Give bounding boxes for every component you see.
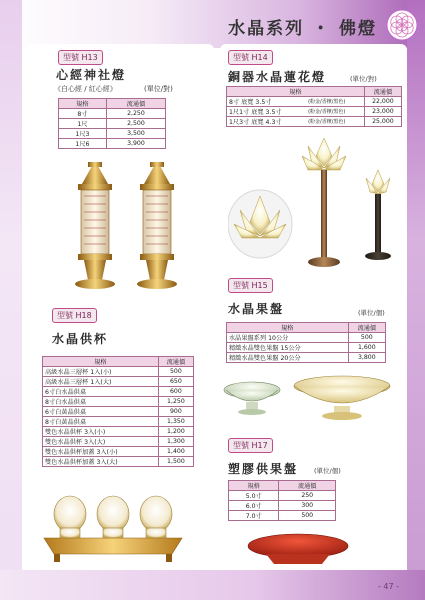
product-card-h13 bbox=[28, 44, 214, 302]
table-row bbox=[59, 129, 166, 139]
table-row bbox=[229, 511, 336, 521]
model-badge: 型號 H14 bbox=[228, 50, 273, 65]
unit-note: (單位/個) bbox=[314, 467, 341, 475]
price-cell: 900 bbox=[158, 407, 193, 417]
table-row bbox=[227, 333, 386, 343]
color-cell: (粉金/香檳/黑色) bbox=[306, 97, 364, 107]
table-row bbox=[59, 139, 166, 149]
spec-cell: 8寸 bbox=[59, 109, 107, 119]
price-cell: 3,900 bbox=[106, 139, 165, 149]
price-cell: 500 bbox=[348, 333, 385, 343]
price-cell: 250 bbox=[279, 491, 336, 501]
unit-note: (單位/對) bbox=[350, 75, 377, 83]
spec-cell: 雙色水晶供杯加蓋 3入(大) bbox=[43, 457, 159, 467]
table-row bbox=[43, 367, 194, 377]
col-price: 流通價 bbox=[158, 357, 193, 367]
table-row bbox=[43, 417, 194, 427]
col-price: 流通價 bbox=[106, 99, 165, 109]
price-table bbox=[226, 86, 402, 127]
price-cell: 600 bbox=[158, 387, 193, 397]
table-row bbox=[43, 457, 194, 467]
col-price: 流通價 bbox=[279, 481, 336, 491]
table-row bbox=[227, 97, 402, 107]
price-cell: 1,400 bbox=[158, 447, 193, 457]
spec-cell: 8寸 底寬 3.5寸 bbox=[227, 97, 307, 107]
spec-cell: 1尺1寸 底寬 3.5寸 bbox=[227, 107, 307, 117]
right-border bbox=[407, 0, 425, 600]
table-row bbox=[227, 107, 402, 117]
col-price: 流通價 bbox=[364, 87, 401, 97]
model-badge: 型號 H15 bbox=[228, 278, 273, 293]
spec-cell: 1尺 bbox=[59, 119, 107, 129]
product-subtitle: 《白心經 / 紅心經》 bbox=[54, 85, 117, 93]
left-border bbox=[0, 0, 22, 600]
lantern-pair-image bbox=[58, 162, 198, 300]
spec-cell: 1尺3 bbox=[59, 129, 107, 139]
table-row bbox=[43, 407, 194, 417]
price-cell: 23,000 bbox=[364, 107, 401, 117]
footer-band bbox=[0, 570, 425, 600]
spec-cell: 6寸白黃晶供桌 bbox=[43, 407, 159, 417]
spec-cell: 精緻水晶雙色果盤 20公分 bbox=[227, 353, 349, 363]
table-row bbox=[43, 437, 194, 447]
col-spec: 規格 bbox=[227, 323, 349, 333]
offering-cups-image bbox=[38, 484, 188, 566]
price-cell: 1,250 bbox=[158, 397, 193, 407]
price-table bbox=[42, 356, 194, 467]
spec-cell: 7.0寸 bbox=[229, 511, 279, 521]
product-card-h17 bbox=[220, 436, 407, 568]
table-row bbox=[227, 353, 386, 363]
spec-cell: 1尺3寸 底寬 4.3寸 bbox=[227, 117, 307, 127]
price-cell: 25,000 bbox=[364, 117, 401, 127]
table-row bbox=[43, 427, 194, 437]
price-cell: 1,350 bbox=[158, 417, 193, 427]
price-cell: 650 bbox=[158, 377, 193, 387]
unit-note: (單位/個) bbox=[358, 309, 385, 317]
col-spec: 規格 bbox=[59, 99, 107, 109]
product-title: 銅器水晶蓮花燈 bbox=[228, 70, 327, 84]
price-cell: 2,500 bbox=[106, 119, 165, 129]
spec-cell: 1尺6 bbox=[59, 139, 107, 149]
price-cell: 300 bbox=[279, 501, 336, 511]
col-spec: 規格 bbox=[229, 481, 279, 491]
spec-cell: 高級水晶三層杯 1入(大) bbox=[43, 377, 159, 387]
col-spec: 規格 bbox=[227, 87, 365, 97]
spec-cell: 高級水晶三層杯 1入(小) bbox=[43, 367, 159, 377]
spec-cell: 雙色水晶供杯 3入(大) bbox=[43, 437, 159, 447]
flower-of-life-icon bbox=[385, 8, 419, 42]
price-cell: 1,600 bbox=[348, 343, 385, 353]
spec-cell: 5.0寸 bbox=[229, 491, 279, 501]
spec-cell: 8寸白水晶供桌 bbox=[43, 397, 159, 407]
price-cell: 1,300 bbox=[158, 437, 193, 447]
price-table bbox=[226, 322, 386, 363]
section-title: 水晶系列 ・ 佛燈 bbox=[228, 19, 377, 39]
lotus-lamp-image bbox=[228, 132, 400, 272]
model-badge: 型號 H13 bbox=[58, 50, 103, 65]
product-title: 水晶果盤 bbox=[228, 302, 285, 316]
col-price: 流通價 bbox=[348, 323, 385, 333]
table-row bbox=[227, 343, 386, 353]
spec-cell: 8寸白黃晶供桌 bbox=[43, 417, 159, 427]
table-row bbox=[43, 397, 194, 407]
fruit-plate-image bbox=[222, 372, 404, 436]
product-card-h18 bbox=[28, 306, 214, 568]
price-cell: 500 bbox=[158, 367, 193, 377]
price-cell: 22,000 bbox=[364, 97, 401, 107]
table-row bbox=[229, 491, 336, 501]
product-title: 水晶供杯 bbox=[52, 332, 109, 346]
product-title: 塑膠供果盤 bbox=[228, 462, 299, 476]
table-row bbox=[59, 109, 166, 119]
price-cell: 1,500 bbox=[158, 457, 193, 467]
table-row bbox=[59, 119, 166, 129]
color-cell: (粉金/香檳/黑色) bbox=[306, 117, 364, 127]
product-card-h14 bbox=[220, 44, 407, 274]
model-badge: 型號 H17 bbox=[228, 438, 273, 453]
color-cell: (粉金/香檳/黑色) bbox=[306, 107, 364, 117]
spec-cell: 雙色水晶供杯 3入(小) bbox=[43, 427, 159, 437]
price-table bbox=[58, 98, 166, 149]
page-number: - 47 - bbox=[377, 582, 399, 591]
spec-cell: 精緻水晶雙色果盤 15公分 bbox=[227, 343, 349, 353]
spec-cell: 6.0寸 bbox=[229, 501, 279, 511]
product-card-h15 bbox=[220, 278, 407, 436]
price-cell: 500 bbox=[279, 511, 336, 521]
price-cell: 3,500 bbox=[106, 129, 165, 139]
unit-note: (單位/對) bbox=[144, 85, 173, 93]
price-table bbox=[228, 480, 336, 521]
plastic-plate-image bbox=[238, 532, 358, 568]
price-cell: 3,800 bbox=[348, 353, 385, 363]
spec-cell: 雙色水晶供杯加蓋 3入(小) bbox=[43, 447, 159, 457]
table-row bbox=[43, 377, 194, 387]
price-cell: 2,250 bbox=[106, 109, 165, 119]
spec-cell: 水晶果盤系列 10公分 bbox=[227, 333, 349, 343]
table-row bbox=[43, 447, 194, 457]
product-title: 心經神社燈 bbox=[56, 68, 127, 82]
spec-cell: 6寸白水晶供桌 bbox=[43, 387, 159, 397]
table-row bbox=[43, 387, 194, 397]
col-spec: 規格 bbox=[43, 357, 159, 367]
table-row bbox=[227, 117, 402, 127]
price-cell: 1,200 bbox=[158, 427, 193, 437]
table-row bbox=[229, 501, 336, 511]
model-badge: 型號 H18 bbox=[52, 308, 97, 323]
